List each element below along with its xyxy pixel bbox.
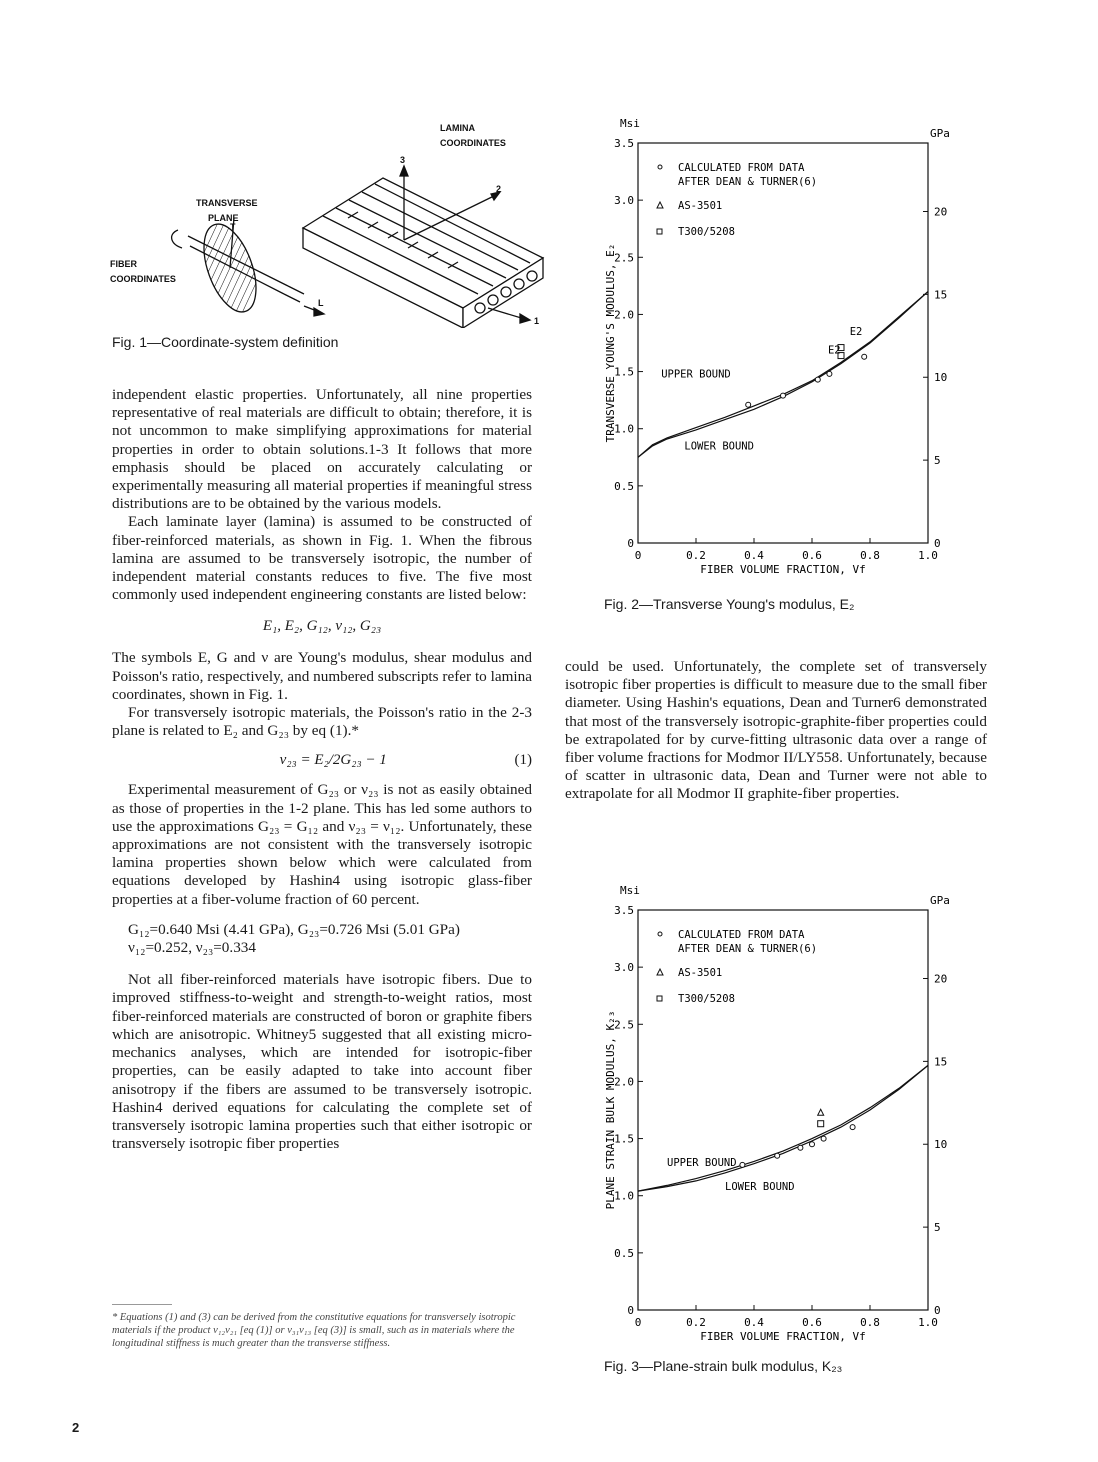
data-point-circle	[740, 1162, 745, 1167]
x-tick-label: 0.2	[686, 1316, 706, 1329]
fig1-axis-T: T	[230, 222, 236, 232]
data-point-circle	[862, 354, 867, 359]
fig1-fiber-coords-label: COORDINATES	[110, 274, 176, 284]
y-axis-label: PLANE STRAIN BULK MODULUS, K₂₃	[604, 1010, 617, 1210]
legend-triangle-marker	[657, 202, 663, 208]
x-tick-label: 0.6	[802, 1316, 822, 1329]
right-column	[565, 658, 987, 804]
y-tick-label: 2.5	[614, 251, 634, 265]
y-tick-label: 2.0	[614, 308, 634, 322]
legend-square-marker	[657, 229, 662, 234]
y2-tick-label: 15	[934, 1055, 948, 1069]
y2-tick-label: 5	[934, 454, 941, 468]
fig3-chart	[600, 885, 980, 1355]
y2-tick-label: 20	[934, 972, 948, 986]
y2-tick-label: 5	[934, 1221, 941, 1235]
y-tick-label: 0	[627, 537, 634, 550]
y-tick-label: 3.0	[614, 194, 634, 208]
y2-tick-label: 10	[934, 371, 948, 385]
x-tick-label: 0.4	[744, 1316, 764, 1329]
y-tick-label: 3.0	[614, 961, 634, 975]
y2-tick-label: 20	[934, 205, 948, 219]
left-paragraph-4: For transversely isotropic materials, the Poisson's ratio in the 2-3 plane is related to E₂ and G₂₃ by eq (1).*	[112, 704, 532, 740]
y-unit-right: GPa	[930, 894, 950, 907]
legend-item: T300/5208	[678, 226, 735, 238]
x-axis-label: FIBER VOLUME FRACTION, Vf	[700, 563, 866, 576]
data-point-circle	[815, 377, 820, 382]
equation-1-body: ν₂₃ = E₂/2G₂₃ − 1	[279, 752, 387, 769]
legend-item: CALCULATED FROM DATA	[678, 162, 805, 174]
fig1-caption: Fig. 1—Coordinate-system definition	[112, 334, 339, 350]
legend-triangle-marker	[657, 969, 663, 975]
fig1-axis-L: L	[318, 298, 324, 308]
y2-tick-label: 15	[934, 288, 948, 302]
x-tick-label: 1.0	[918, 1316, 938, 1329]
x-tick-label: 0	[634, 1316, 642, 1329]
y-unit-left: Msi	[620, 885, 640, 897]
x-axis-label: FIBER VOLUME FRACTION, Vf	[700, 1330, 866, 1343]
x-tick-label: 0.4	[744, 549, 764, 562]
legend-item: T300/5208	[678, 993, 735, 1005]
legend-square-marker	[657, 996, 662, 1001]
fig1-lamina-label: LAMINA	[440, 123, 475, 133]
y-unit-left: Msi	[620, 118, 640, 130]
left-paragraph-5: Experimental measurement of G₂₃ or ν₂₃ is not as easily obtained as those of properties in the 1-2 plane. This has led some authors to use the approximations G₂₃ = G₁₂ and ν₂₃ = ν₁₂. Unfortunately, these approximations are not consistent with the transversely isotropic lamina properties shown below which were calculated from equations developed by Hashin4 using isotropic glass-fiber properties at a fiber-volume fraction of 60 percent.	[112, 781, 532, 908]
data-point-triangle	[818, 1109, 824, 1115]
fig2-chart	[600, 118, 980, 588]
left-column	[112, 334, 532, 1153]
series-line	[638, 1065, 928, 1191]
data-point-circle	[827, 371, 832, 376]
y-tick-label: 0	[627, 1304, 634, 1317]
y-unit-right: GPa	[930, 127, 950, 140]
series-line	[638, 1065, 928, 1191]
fig1-plane-label: PLANE	[208, 213, 239, 223]
fig1-axis-2: 2	[496, 184, 502, 194]
data-point-square	[818, 1121, 824, 1127]
data-point-circle	[775, 1153, 780, 1158]
left-paragraph-2: Each laminate layer (lamina) is assumed to be constructed of fiber-reinforced materials, as shown in Fig. 1. When the fibrous lamina are assumed to be transversely isotropic, the number of independent material constants reduces to five. The five most commonly used independent engineering constants are listed below:	[112, 513, 532, 604]
y-tick-label: 3.5	[614, 904, 634, 917]
data-point-circle	[746, 402, 751, 407]
fig1-lamina-coords-label: COORDINATES	[440, 138, 506, 148]
y-tick-label: 3.5	[614, 137, 634, 150]
equation-constants: E₁, E₂, G₁₂, ν₁₂, G₂₃	[262, 618, 382, 635]
x-tick-label: 0.8	[860, 1316, 880, 1329]
x-tick-label: 0.6	[802, 549, 822, 562]
y-tick-label: 1.5	[614, 1132, 634, 1146]
data-point-circle	[850, 1125, 855, 1130]
equation-1-number: (1)	[514, 752, 532, 769]
y-tick-label: 1.5	[614, 365, 634, 379]
equation-1	[112, 752, 532, 769]
legend-item: CALCULATED FROM DATA	[678, 929, 805, 941]
left-paragraph-3: The symbols E, G and ν are Young's modulus, shear modulus and Poisson's ratio, respectively, and numbered subscripts refer to lamina coordinates, shown in Fig. 1.	[112, 649, 532, 703]
x-tick-label: 1.0	[918, 549, 938, 562]
left-paragraph-1: independent elastic properties. Unfortunately, all nine properties representative of real materials are difficult to obtain; therefore, it is not uncommon to make simplifying approximations for material properties in order to obtain solutions.1-3 It follows that more emphasis should be placed on accurately calculating or experimentally measuring all material properties if meaningful stress distributions are to be obtained by the various models.	[112, 386, 532, 513]
fig1-axis-3: 3	[400, 155, 406, 165]
y-tick-label: 2.5	[614, 1018, 634, 1032]
legend-circle-marker	[658, 165, 662, 169]
legend-item: AFTER DEAN & TURNER(6)	[678, 176, 818, 188]
fig1-fiber-label: FIBER	[110, 259, 137, 269]
legend-item: AFTER DEAN & TURNER(6)	[678, 943, 818, 955]
props-line-1: G₁₂=0.640 Msi (4.41 GPa), G₂₃=0.726 Msi (5.01 GPa)	[128, 920, 460, 938]
data-point-circle	[821, 1136, 826, 1141]
y-axis-label: TRANSVERSE YOUNG'S MODULUS, E₂	[604, 243, 617, 443]
fig2-caption: Fig. 2—Transverse Young's modulus, E₂	[604, 596, 855, 612]
footnote: * Equations (1) and (3) can be derived from the constitutive equations for transversely isotropic materials if the product ν₁₂ν₂₁ [eq (1)] or ν₃₁ν₁₃ [eq (3)] is small, such as in materials where the longitudinal stiffness is much greater than the transverse stiffness.	[112, 1312, 516, 1349]
legend-circle-marker	[658, 932, 662, 936]
annotation-upper-bound: UPPER BOUND	[661, 368, 731, 381]
y2-tick-label: 10	[934, 1138, 948, 1152]
annotation-upper-bound: UPPER BOUND	[667, 1157, 737, 1169]
annotation-lower-bound: LOWER BOUND	[725, 1181, 795, 1193]
fig1-transverse-label: TRANSVERSE	[196, 198, 258, 208]
right-paragraph-1: could be used. Unfortunately, the complete set of transversely isotropic fiber properties is difficult to measure due to the small fiber diameter. Using Hashin's equations, Dean and Turner6 demonstrated that most of the transversely isotropic-graphite-fiber properties could be extrapolated for by curve-fitting ultrasonic data over a range of fiber volume fractions for Modmor II/LY558. Unfortunately, because of scatter in ultrasonic data, Dean and Turner were not able to extrapolate for all Modmor II graphite-fiber properties.	[565, 658, 987, 803]
annotation-e2: E2	[827, 344, 841, 357]
annotation-lower-bound: LOWER BOUND	[684, 440, 754, 453]
x-tick-label: 0.2	[686, 549, 706, 562]
y-tick-label: 1.0	[614, 422, 634, 436]
y-tick-label: 0.5	[614, 479, 634, 493]
y-tick-label: 0.5	[614, 1246, 634, 1260]
page-number: 2	[72, 1420, 80, 1435]
footnote-rule	[112, 1304, 172, 1305]
fig3-caption: Fig. 3—Plane-strain bulk modulus, K₂₃	[604, 1358, 843, 1374]
props-line-2: ν₁₂=0.252, ν₂₃=0.334	[128, 939, 256, 957]
x-tick-label: 0.8	[860, 549, 880, 562]
fig1-axis-1: 1	[534, 316, 540, 326]
annotation-e2: E2	[849, 326, 863, 338]
fig1-illustration	[108, 118, 548, 328]
data-point-circle	[810, 1142, 815, 1147]
y-tick-label: 2.0	[614, 1075, 634, 1089]
x-tick-label: 0	[634, 549, 642, 562]
legend-item: AS-3501	[678, 200, 723, 212]
y2-tick-label: 0	[934, 1304, 941, 1317]
data-point-circle	[798, 1145, 803, 1150]
legend-item: AS-3501	[678, 967, 723, 979]
footnote-block	[112, 1304, 532, 1350]
data-point-circle	[781, 393, 786, 398]
y-tick-label: 1.0	[614, 1189, 634, 1203]
y2-tick-label: 0	[934, 537, 941, 550]
left-paragraph-6: Not all fiber-reinforced materials have isotropic fibers. Due to improved stiffness-to-weight and strength-to-weight ratios, most fiber-reinforced materials are constructed of boron or graphite fibers which are anisotropic. Whitney5 suggested that all existing micro-mechanics analyses, which are intended for isotropic-fiber properties, can be easily adapted to take into account fiber anisotropy if the fibers are assumed to be transversely isotropic. Hashin4 derived equations for calculating the complete set of transversely isotropic lamina properties such that either isotropic or transversely isotropic fiber properties	[112, 971, 532, 1153]
